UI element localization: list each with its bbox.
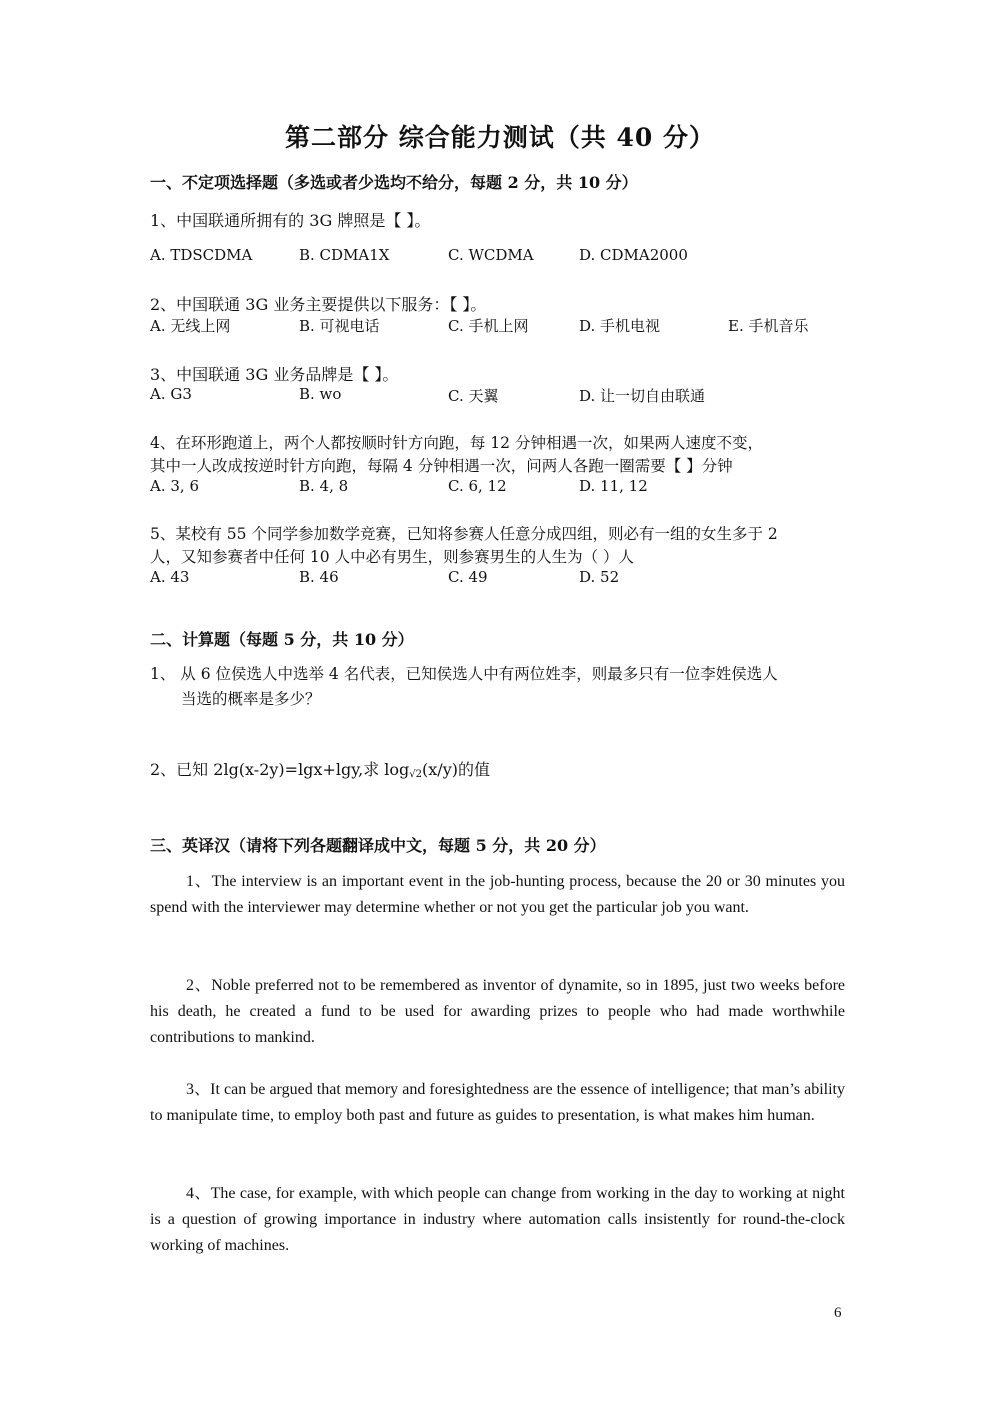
translation-item-1-text: 1、The interview is an important event in the job-hunting process, because the 20 or 30 minutes you spend with the interviewer may determine whether or not you get the particular job you want. bbox=[150, 873, 845, 916]
translation-item-3 bbox=[150, 1077, 845, 1129]
option-1-2-e: E. 手机音乐 bbox=[728, 317, 809, 335]
question-1-1: 1、中国联通所拥有的 3G 牌照是【 】。 bbox=[150, 211, 431, 230]
option-1-3-b: B. wo bbox=[299, 385, 342, 403]
question-2-1-line2: 当选的概率是多少？ bbox=[181, 690, 321, 708]
question-2-2-suffix: (x/y)的值 bbox=[422, 760, 490, 779]
question-1-5-line1: 5、某校有 55 个同学参加数学竞赛，已知将参赛人任意分成四组，则必有一组的女生多于 2 bbox=[150, 525, 778, 543]
question-2-2-prefix: 2、已知 2lg(x-2y)=lgx+lgy,求 log bbox=[150, 760, 410, 779]
translation-item-2 bbox=[150, 973, 845, 1051]
option-1-5-d: D. 52 bbox=[579, 568, 620, 586]
option-1-5-a: A. 43 bbox=[150, 568, 190, 586]
section-1-heading: 一、不定项选择题（多选或者少选均不给分，每题 2 分，共 10 分） bbox=[150, 173, 638, 192]
option-1-1-b: B. CDMA1X bbox=[299, 246, 390, 264]
translation-item-1 bbox=[150, 869, 845, 921]
page-title: 第二部分 综合能力测试（共 40 分） bbox=[285, 123, 715, 152]
option-1-4-b: B. 4, 8 bbox=[299, 477, 349, 495]
translation-item-3-text: 3、It can be argued that memory and foresightedness are the essence of intelligence; that man’s ability to manipulate time, to employ both past and future as guides to presentation, is what makes him human. bbox=[150, 1081, 845, 1124]
option-1-2-c: C. 手机上网 bbox=[448, 317, 529, 335]
option-1-4-a: A. 3, 6 bbox=[150, 477, 199, 495]
option-1-4-c: C. 6, 12 bbox=[448, 477, 507, 495]
option-1-3-d: D. 让一切自由联通 bbox=[579, 387, 706, 405]
question-1-5-line2: 人，又知参赛者中任何 10 人中必有男生，则参赛男生的人生为（ ）人 bbox=[150, 548, 635, 566]
question-1-4-line2: 其中一人改成按逆时针方向跑，每隔 4 分钟相遇一次，问两人各跑一圈需要【 】分钟 bbox=[150, 457, 733, 475]
option-1-1-d: D. CDMA2000 bbox=[579, 246, 688, 264]
option-1-5-c: C. 49 bbox=[448, 568, 488, 586]
question-2-1-line1: 1、 从 6 位侯选人中选举 4 名代表，已知侯选人中有两位姓李，则最多只有一位李姓侯选人 bbox=[150, 665, 778, 683]
option-1-3-a: A. G3 bbox=[150, 385, 192, 403]
option-1-5-b: B. 46 bbox=[299, 568, 339, 586]
translation-item-4 bbox=[150, 1181, 845, 1259]
option-1-3-c: C. 天翼 bbox=[448, 387, 499, 405]
option-1-4-d: D. 11, 12 bbox=[579, 477, 648, 495]
option-1-1-a: A. TDSCDMA bbox=[150, 246, 253, 264]
option-1-2-a: A. 无线上网 bbox=[150, 317, 231, 335]
section-3-heading: 三、英译汉（请将下列各题翻译成中文，每题 5 分，共 20 分） bbox=[150, 836, 606, 855]
question-1-2: 2、中国联通 3G 业务主要提供以下服务：【 】。 bbox=[150, 295, 487, 314]
section-2-heading: 二、计算题（每题 5 分，共 10 分） bbox=[150, 630, 414, 649]
question-2-2 bbox=[150, 757, 490, 780]
log-base-subscript: √2 bbox=[409, 769, 423, 780]
question-1-4-line1: 4、在环形跑道上，两个人都按顺时针方向跑，每 12 分钟相遇一次，如果两人速度不变， bbox=[150, 434, 763, 452]
option-1-2-d: D. 手机电视 bbox=[579, 317, 661, 335]
translation-item-2-text: 2、Noble preferred not to be remembered as inventor of dynamite, so in 1895, just two weeks before his death, he created a fund to be used for awarding prizes to people who had made worthwhile contributions to mankind. bbox=[150, 977, 845, 1046]
option-1-2-b: B. 可视电话 bbox=[299, 317, 380, 335]
option-1-1-c: C. WCDMA bbox=[448, 246, 534, 264]
translation-item-4-text: 4、The case, for example, with which people can change from working in the day to working at night is a question of growing importance in industry where automation calls insistently for round-the-clock working of machines. bbox=[150, 1185, 845, 1254]
page-number: 6 bbox=[834, 1305, 842, 1321]
question-1-3: 3、中国联通 3G 业务品牌是【 】。 bbox=[150, 365, 399, 384]
